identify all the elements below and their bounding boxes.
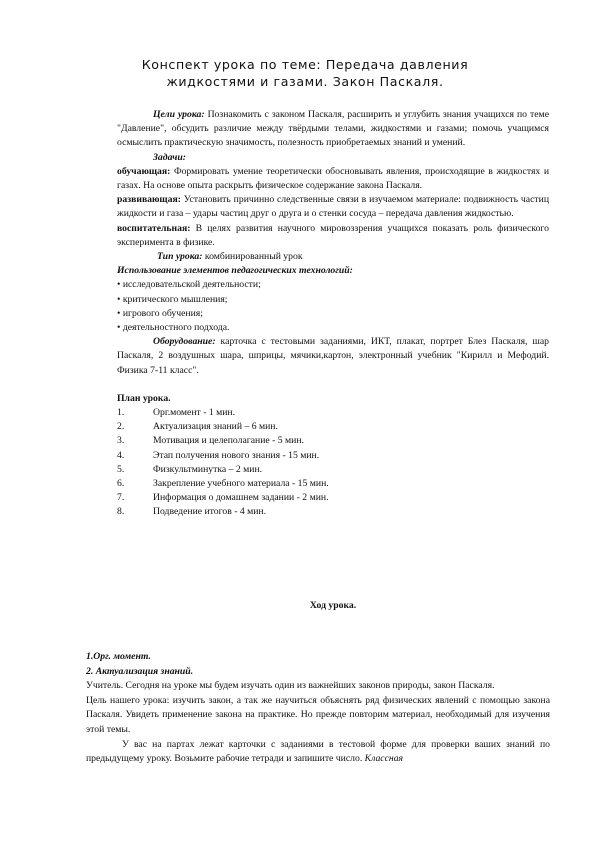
plan-item-number: 1. — [117, 407, 125, 419]
edu-label: обучающая: — [117, 165, 171, 177]
teacher-paragraph-2: Цель нашего урока: изучить закон, а так же научиться объяснять ряд физических явлений с помощью закона Паскаля. Увидеть применение закона на практике. Но прежде повторим материал, необходимый для изучения этой темы. — [86, 694, 550, 735]
plan-item-text: Орг.момент - 1 мин. — [153, 407, 236, 419]
plan-item-number: 2. — [117, 421, 125, 433]
tasks-heading — [117, 151, 549, 165]
plan-item-number: 7. — [117, 492, 125, 504]
upbr-text: В целях развития научного мировоззрения учащихся показать роль физического эксперимента в физике. — [117, 222, 549, 248]
plan-item — [117, 449, 549, 463]
upbr-label: воспитательная: — [117, 222, 191, 234]
plan-item-number: 8. — [117, 506, 125, 518]
tasks-label: Задачи: — [153, 151, 186, 163]
goals-text: Познакомить с законом Паскаля, расширить и углубить знания учащихся по теме "Давление", обсудить различие между твёрдыми телами, жидкостями и газами; помочь учащимся осмыслить практическую значимость, полезность приобретаемых знаний и умений. — [117, 109, 549, 149]
goals-label: Цели урока: — [153, 109, 205, 120]
plan-item — [117, 434, 549, 448]
goals-paragraph — [117, 108, 549, 151]
plan-item-text: Актуализация знаний – 6 мин. — [153, 421, 278, 433]
document-title: Конспект урока по теме: Передача давления жидкостями и газами. Закон Паскаля. — [141, 57, 469, 89]
section-2-heading: 2. Актуализация знаний. — [86, 665, 194, 677]
course-heading: Ход урока. — [309, 600, 357, 611]
plan-item — [117, 463, 549, 477]
tech-item: • исследовательской деятельности; — [117, 279, 261, 291]
plan-item — [117, 505, 549, 519]
plan-item — [117, 491, 549, 505]
dev-paragraph — [117, 193, 549, 221]
upbr-paragraph — [117, 222, 549, 250]
dev-text: Установить причинно следственные связи в изучаемом материале: подвижность частиц жидкости и газа – удары частиц друг о друга и о стенки сосуда – передача давления жидкостью. — [117, 194, 549, 220]
equipment-paragraph — [117, 335, 549, 378]
equipment-text: карточка с тестовыми заданиями, ИКТ, плакат, портрет Блез Паскаля, шар Паскаля, 2 воздушных шара, шприцы, мячики,картон, электронный учебник "Кирилл и Мефодий. Физика 7-11 класс". — [117, 336, 549, 376]
tech-item: • критического мышления; — [117, 293, 228, 305]
tech-label: Использование элементов педагогических технологий: — [117, 265, 353, 277]
document-body — [117, 108, 549, 520]
equipment-label: Оборудование: — [153, 336, 216, 348]
plan-item-text: Подведение итогов - 4 мин. — [153, 506, 267, 518]
tech-item: • деятельностного подхода. — [117, 322, 230, 334]
paragraph-3-text: У вас на партах лежат карточки с заданиями в тестовой форме для проверки ваших знаний по предыдущему уроку. Возьмите рабочие тетради и запишите число. — [86, 738, 550, 765]
lesson-type-text: комбинированный урок — [202, 251, 303, 263]
teacher-paragraph-1: Учитель. Сегодня на уроке мы будем изучать один из важнейших законов природы, закон Паскаля. — [86, 680, 495, 692]
plan-item — [117, 406, 549, 420]
dev-label: развивающая: — [117, 194, 181, 206]
plan-list — [117, 406, 549, 520]
section-1-heading: 1.Орг. момент. — [86, 651, 151, 662]
tech-heading — [117, 264, 549, 278]
plan-item-number: 4. — [117, 449, 125, 461]
teacher-paragraph-3 — [86, 738, 550, 767]
plan-item — [117, 477, 549, 491]
plan-item-text: Физкультминутка – 2 мин. — [153, 463, 263, 475]
plan-item-number: 6. — [117, 478, 125, 490]
edu-text: Формировать умение теоретически обосновывать явления, происходящие в жидкостях и газах. На основе опыта раскрыть физическое содержание закона Паскаля. — [117, 165, 549, 192]
plan-item-text: Этап получения нового знания - 15 мин. — [153, 449, 320, 461]
edu-paragraph — [117, 165, 549, 193]
plan-item-text: Закрепление учебного материала - 15 мин. — [153, 478, 329, 490]
plan-item-text: Информация о домашнем задании - 2 мин. — [153, 492, 329, 504]
lesson-type — [117, 250, 549, 264]
spacer — [117, 378, 549, 392]
plan-item-number: 3. — [117, 435, 125, 447]
plan-item-text: Мотивация и целеполагание - 5 мин. — [153, 435, 304, 447]
plan-item-number: 5. — [117, 463, 125, 475]
plan-item — [117, 420, 549, 434]
lesson-type-label: Тип урока: — [157, 251, 203, 263]
course-body — [86, 650, 550, 767]
tech-item: • игрового обучения; — [117, 307, 203, 319]
plan-heading: План урока. — [117, 392, 171, 404]
paragraph-3-italic: Классная — [364, 753, 404, 765]
